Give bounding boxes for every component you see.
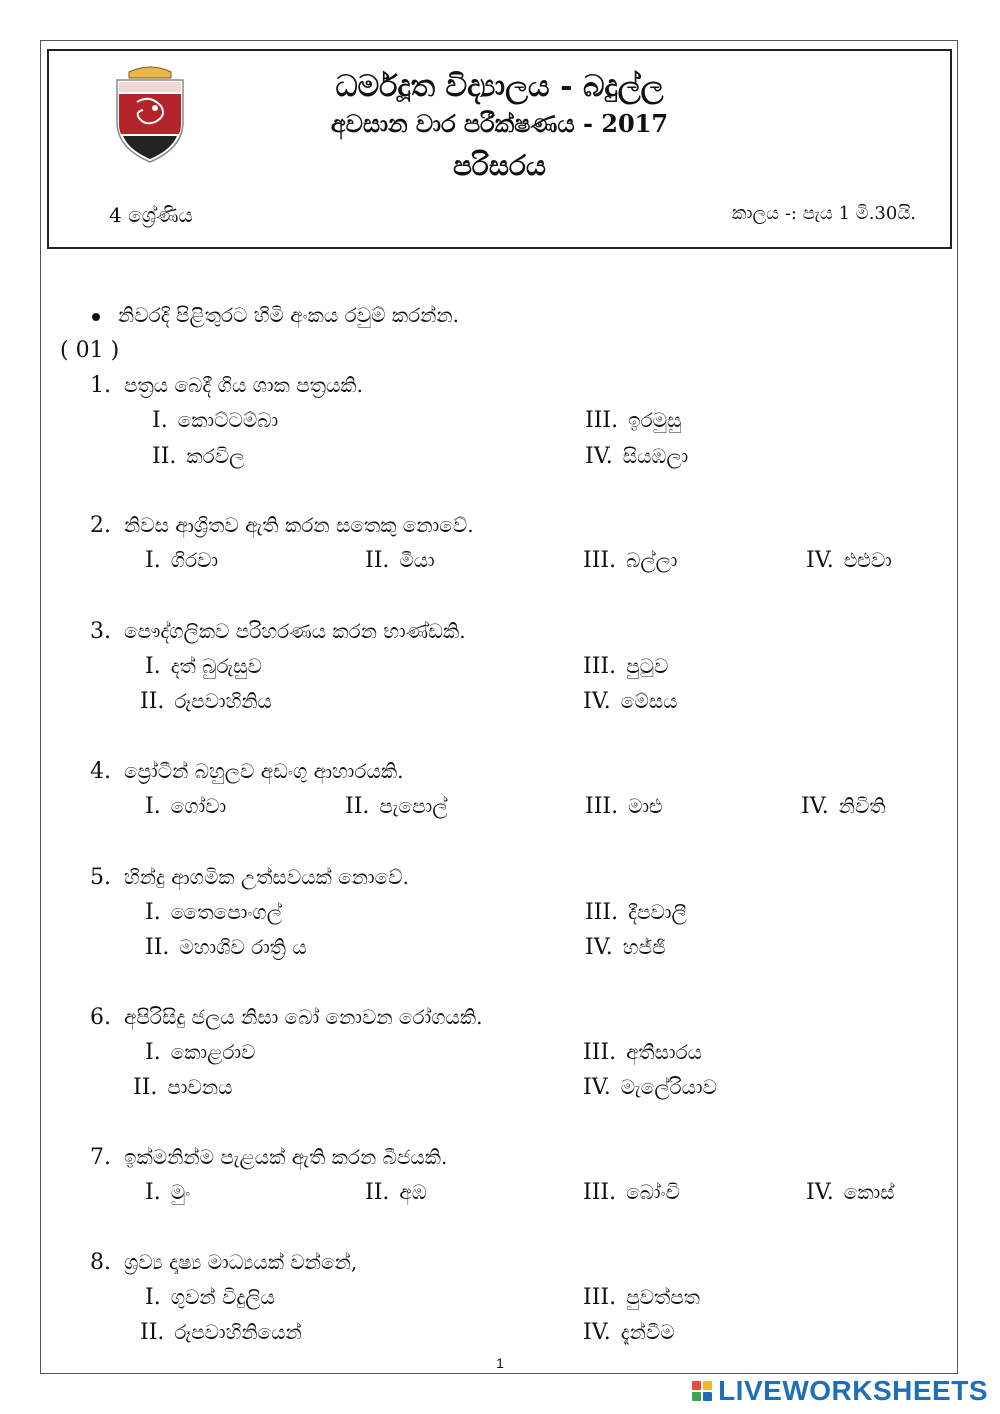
question-number: 1.	[90, 373, 111, 398]
question-8: 8. ශ්‍රව්‍ය දෘෂ්‍ය මාධ්‍යයක් වන්නේ,	[90, 1250, 358, 1275]
question-3: 3. පෞද්ගලිකව පරිහරණය කරන භාණ්ඩකි.	[90, 619, 466, 644]
bullet-icon	[92, 313, 100, 321]
q2-option-2[interactable]: II. මීයා	[365, 548, 435, 573]
q7-option-3[interactable]: III. බෝංචි	[583, 1180, 681, 1205]
q4-option-3[interactable]: III. මාළු	[585, 794, 663, 819]
instruction-text: නිවරදි පිළිතුරට හිමි අංකය රවුම් කරන්න.	[118, 303, 460, 327]
q6-option-1[interactable]: I. කොළරාව	[145, 1040, 256, 1065]
school-name: ධර්මදූත විද්‍යාලය - බදුල්ල	[335, 69, 664, 104]
q1-option-3[interactable]: III. ඉරමුසු	[585, 408, 682, 433]
grade-label: 4 ශ්‍රේණිය	[109, 203, 193, 227]
q4-option-1[interactable]: I. ගෝවා	[145, 794, 227, 819]
q7-option-1[interactable]: I. මුං	[145, 1180, 191, 1205]
q5-option-3[interactable]: III. දීපවාලී	[585, 900, 687, 925]
q3-option-2[interactable]: II. රූපවාහිනිය	[140, 689, 272, 714]
watermark-text: LIVEWORKSHEETS	[718, 1375, 988, 1406]
q8-option-1[interactable]: I. ගුවන් විදුලිය	[145, 1285, 275, 1310]
question-5: 5. හින්දු ආගමික උත්සවයක් නොවේ.	[90, 865, 409, 890]
question-2: 2. නිවස ආශ්‍රිතව ඇති කරන සතෙකු නොවේ.	[90, 513, 474, 538]
q5-option-2[interactable]: II. මහාශිව රාත්‍රි ය	[145, 935, 307, 960]
q3-option-1[interactable]: I. දත් බුරුසුව	[145, 654, 262, 679]
q7-option-2[interactable]: II. අඹ	[365, 1180, 427, 1205]
q2-option-4[interactable]: IV. එළුවා	[806, 548, 892, 573]
question-7: 7. ඉක්මනින්ම පැළයක් ඇති කරන බීජයකි.	[90, 1145, 448, 1170]
liveworksheets-watermark[interactable]	[692, 1375, 988, 1407]
q2-option-3[interactable]: III. බල්ලා	[583, 548, 678, 573]
q5-option-4[interactable]: IV. හජ්ජි	[585, 935, 666, 960]
question-1	[90, 373, 363, 398]
question-4: 4. ප්‍රෝටීන් බහුලව අඩංගු ආහාරයකි.	[90, 759, 404, 784]
q8-option-2[interactable]: II. රූපවාහිනියෙන්	[140, 1320, 302, 1345]
page-number: 1	[496, 1355, 504, 1371]
q1-option-1[interactable]: I. කොට්ටම්බා	[152, 408, 279, 433]
q7-option-4[interactable]: IV. කොස්	[806, 1180, 895, 1205]
exam-title: අවසාන වාර පරීක්ෂණය - 2017	[330, 109, 669, 138]
q6-option-4[interactable]: IV. මැලේරියාව	[583, 1075, 717, 1100]
q1-option-4[interactable]: IV. සියඹලා	[585, 444, 689, 469]
q6-option-2[interactable]: II. පාචනය	[133, 1075, 233, 1100]
subject-title: පරිසරය	[452, 149, 547, 182]
liveworksheets-logo-icon	[692, 1381, 712, 1401]
q1-option-2[interactable]: II. කරවිල	[152, 444, 245, 469]
q3-option-3[interactable]: III. පුටුව	[583, 654, 669, 679]
time-allowed: කාලය -: පැය 1 මි.30යි.	[731, 203, 916, 224]
header-box	[47, 49, 952, 249]
q6-option-3[interactable]: III. අතීසාරය	[583, 1040, 703, 1065]
section-number: ( 01 )	[60, 338, 120, 363]
q4-option-4[interactable]: IV. නිවිති	[801, 794, 886, 819]
q2-option-1[interactable]: I. ගිරවා	[145, 548, 219, 573]
q8-option-3[interactable]: III. පුවත්පත	[583, 1285, 701, 1310]
instruction	[92, 303, 459, 327]
q4-option-2[interactable]: II. පැපොල්	[345, 794, 448, 819]
question-6: 6. අපිරිසිදු ජලය නිසා බෝ නොවන රෝගයකි.	[90, 1005, 483, 1030]
q8-option-4[interactable]: IV. දැන්වීම	[583, 1320, 675, 1345]
q3-option-4[interactable]: IV. මේසය	[583, 689, 678, 714]
question-text: පත්‍රය බෙදී ගිය ශාක පත්‍රයකි.	[124, 373, 363, 397]
q5-option-1[interactable]: I. තෛපොංගල්	[145, 900, 282, 925]
